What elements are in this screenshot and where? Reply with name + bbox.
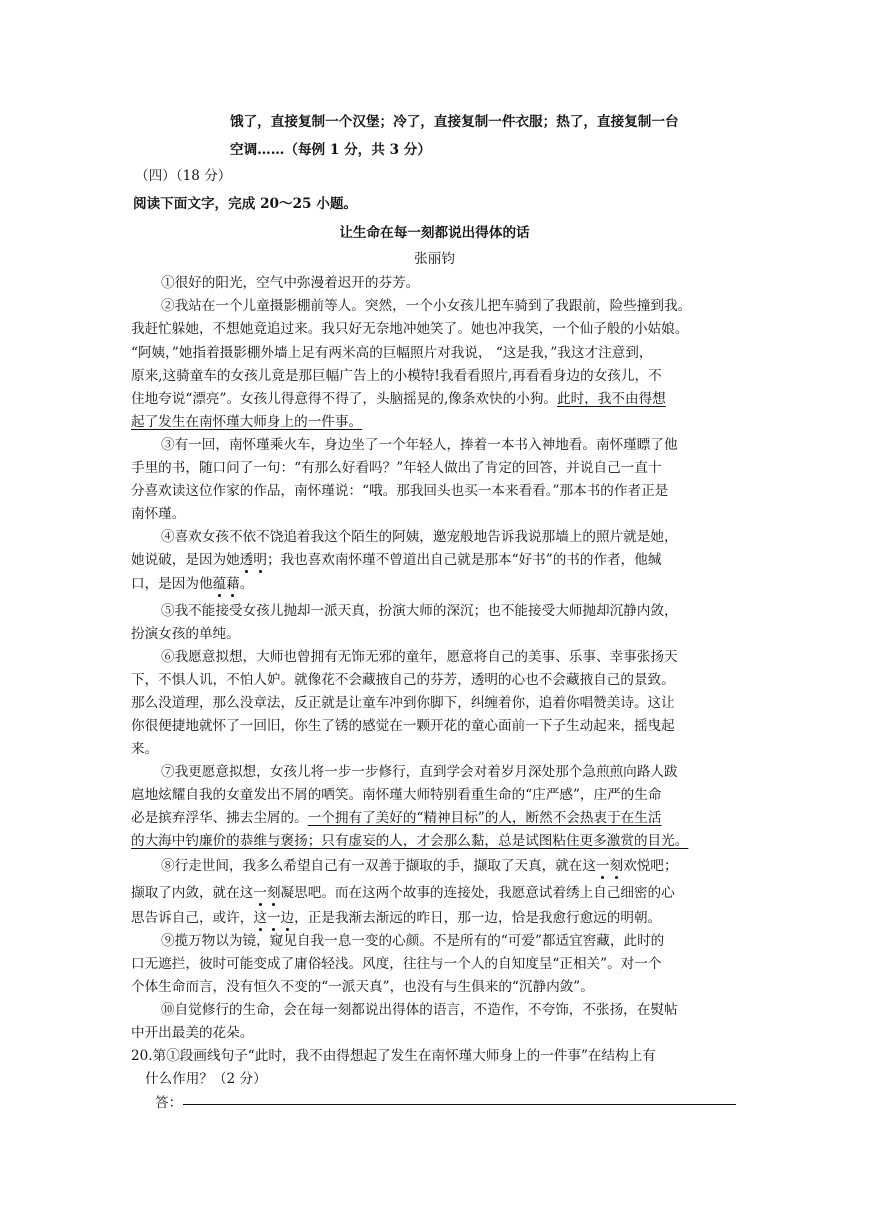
paragraph-6-line: 你很便捷地就怀了一回旧，你生了锈的感觉在一颗开花的童心面前一下子生动起来，摇曳起 [131,718,675,734]
paragraph-8-text: ，正是我渐去渐远的昨日，那一边，恰是我愈行愈远的明朝。 [294,910,662,926]
paragraph-5-line: ⑤我不能接受女孩儿抛却一派天真，扮演大师的深沉；也不能接受大师抛却沉静内敛， [161,603,678,619]
paragraph-6-line: ⑥我愿意拟想，大师也曾拥有无饰无邪的童年，愿意将自己的美事、乐事、幸事张扬天 [161,649,678,665]
paragraph-9-line: 个体生命而言，没有恒久不变的“一派天真”，也没有与生俱来的“沉静内敛”。 [131,979,594,995]
underlined-sentence: 起了发生在南怀瑾大师身上的一件事。 [131,414,363,430]
paragraph-2-line: ②我站在一个儿童摄影棚前等人。突然，一个小女孩儿把车骑到了我跟前，险些撞到我。 [161,298,692,314]
paragraph-4-line [131,551,661,569]
paragraph-2-text: 住地夸说“漂亮”。女孩儿得意得不得了，头脑摇晃的,像条欢快的小狗。 [131,391,558,407]
emphasis-dotted-char: 刻 [266,885,281,901]
paragraph-1: ①很好的阳光，空气中弥漫着迟开的芬芳。 [161,275,420,291]
emphasis-dotted-char: 明 [253,552,267,568]
paragraph-4-text: 她说破，是因为她 [131,552,240,568]
section-label: （四）（18 分） [135,168,232,184]
underlined-sentence: 一个拥有了美好的“精神目标”的人，断然不会热衷于在生活 [307,810,662,826]
paragraph-2-line: 我赶忙躲她，不想她竟追过来。我只好无奈地冲她笑了。她也冲我笑，一个仙子般的小姑娘。 [131,321,689,337]
paragraph-8-text: 欢悦吧； [623,858,678,874]
paragraph-9-line: 口无遮拦，彼时可能变成了庸俗轻浅。风度，往往与一个人的自知度呈“正相关”。对一个 [131,956,662,972]
paragraph-10-line: ⑩自觉修行的生命，会在每一刻都说出得体的语言，不造作，不夸饰，不张扬，在熨帖 [161,1002,678,1018]
underlined-sentence: 此时，我不由得想 [557,391,666,407]
paragraph-8-text: 撷取了内敛，就在这 [131,885,254,901]
paragraph-3-line: 分喜欢读这位作家的作品，南怀瑾说：“哦。那我回头也买一本来看看。”那本书的作者正是 [131,483,669,499]
paragraph-6-line: 来。 [131,741,159,757]
emphasis-dotted-char: 边 [280,910,295,926]
emphasis-dotted-char: 一 [266,910,281,926]
paragraph-8-text: 凝思吧。而在这两个故事的连接处，我愿意试着绣上自己细密的心 [280,885,675,901]
paragraph-8-line [161,857,678,875]
paragraph-4-text: ；我也喜欢南怀瑾不曾道出自己就是那本“好书”的书的作者，他缄 [266,552,662,568]
emphasis-dotted-char: 蕴 [212,576,227,592]
paragraph-6-line: 那么没道理，那么没章法，反正就是让童车冲到你脚下，纠缠着你，追着你唱赞美诗。这让 [131,695,675,711]
paragraph-2-line [131,390,666,408]
paragraph-7-text: 必是摈弃浮华、拂去尘屑的。 [131,810,308,826]
paragraph-3-line: 手里的书，随口问了一句：“有那么好看吗？”年轻人做出了肯定的回答，并说自己一直十 [131,460,662,476]
paragraph-2-line: 原来,这骑童车的女孩儿竟是那巨幅广告上的小模特!我看看照片,再看看身边的女孩儿，不 [131,368,662,384]
emphasis-dotted-char: 藉 [226,576,240,592]
paragraph-4-line: ④喜欢女孩不依不饶追着我这个陌生的阿姨，邀宠般地告诉我说那墙上的照片就是她， [161,529,678,545]
paragraph-7-line [131,809,661,827]
paragraph-8-line [131,909,661,927]
paragraph-4-line [131,575,253,593]
paragraph-6-line: 下，不惧人讥，不怕人妒。就像花不会藏掖自己的芬芳，透明的心也不会藏掖自己的景致。 [131,672,675,688]
article-author: 张丽钧 [414,251,455,267]
answer-example-line-2: 空调……（每例 1 分，共 3 分） [230,142,431,158]
paragraph-10-line: 中开出最美的花朵。 [131,1025,254,1041]
article-title: 让生命在每一刻都说出得体的话 [339,225,530,241]
paragraph-4-text: 。 [239,576,254,592]
emphasis-dotted-char: 透 [239,552,254,568]
paragraph-5-line: 扮演女孩的单纯。 [131,626,240,642]
emphasis-dotted-char: 一 [253,885,267,901]
paragraph-4-text: 口，是因为他 [131,576,213,592]
answer-label: 答： [155,1095,183,1111]
paragraph-8-line [131,884,675,902]
answer-blank-line[interactable] [183,1104,736,1105]
paragraph-7-line: 扈地炫耀自我的女童发出不屑的哂笑。南怀瑾大师特别看重生命的“庄严感”，庄严的生命 [131,787,662,803]
paragraph-2-line: “阿姨，”她指着摄影棚外墙上足有两米高的巨幅照片对我说， “这是我，”我这才注意到， [131,345,653,361]
paragraph-8-text: ⑧行走世间，我多么希望自己有一双善于撷取的手，撷取了天真，就在这 [161,858,596,874]
underlined-sentence: 的大海中钓廉价的恭维与褒扬；只有虚妄的人，才会那么黏，总是试图粘住更多激赏的目光。 [131,833,689,849]
paragraph-9-line: ⑨揽万物以为镜，窥见自我一息一变的心颜。不是所有的“可爱”都适宜窖藏，此时的 [161,933,665,949]
emphasis-dotted-char: 一 [596,858,610,874]
emphasis-dotted-char: 这 [253,910,267,926]
paragraph-8-text: 思告诉自己，或许， [131,910,254,926]
question-20: 20.第①段画线句子“此时，我不由得想起了发生在南怀瑾大师身上的一件事”在结构上有 [131,1048,656,1064]
paragraph-3-line: 南怀瑾。 [131,506,186,522]
paragraph-7-line: ⑦我更愿意拟想，女孩儿将一步一步修行，直到学会对着岁月深处那个急煎煎向路人跋 [161,764,678,780]
reading-instruction: 阅读下面文字，完成 20～25 小题。 [133,196,358,212]
paragraph-3-line: ③有一回，南怀瑾乘火车，身边坐了一个年轻人，捧着一本书入神地看。南怀瑾瞟了他 [161,437,678,453]
answer-example-line-1: 饿了，直接复制一个汉堡；冷了，直接复制一件衣服；热了，直接复制一台 [230,114,679,130]
emphasis-dotted-char: 刻 [609,858,624,874]
question-20-points: 什么作用？（2 分） [145,1071,267,1087]
